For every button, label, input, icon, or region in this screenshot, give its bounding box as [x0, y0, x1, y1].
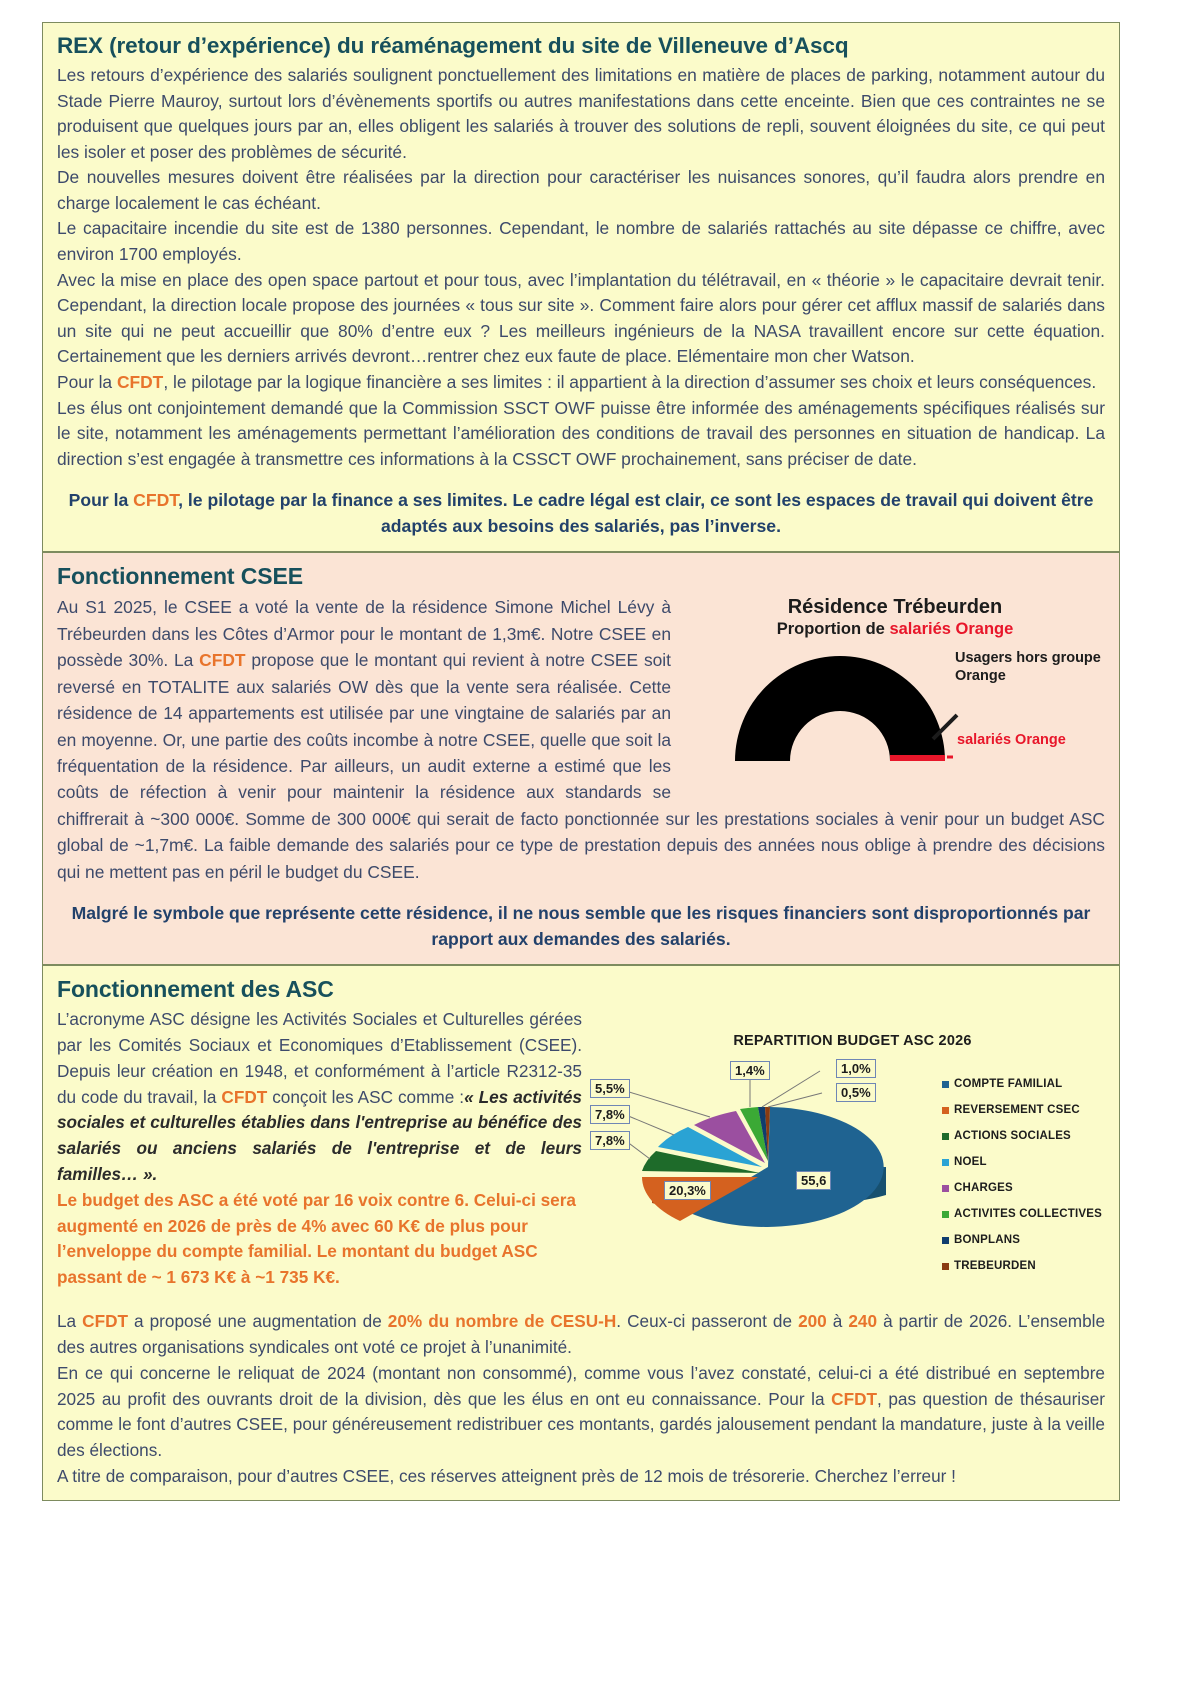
legend-label: NOEL — [954, 1156, 987, 1169]
pie-graphic — [590, 1049, 1115, 1299]
section-fonctionnement-asc — [42, 965, 1120, 1501]
section1-title: REX (retour d’expérience) du réaménagement du site de Villeneuve d’Ascq — [57, 33, 849, 58]
gauge-annotation-salaries: salariés Orange — [957, 732, 1066, 749]
legend-label: BONPLANS — [954, 1234, 1021, 1247]
s3p1-a: L’acronyme ASC désigne les Activités Sociales et Culturelles gérées par les Comités Sociaux et Economiques d’Etablissement (CSEE). Depuis leur création en 1948, et conformément à l’article R2312-35 du code du travail, la — [57, 1009, 582, 1107]
section2-highlight: Malgré le symbole que représente cette résidence, il ne nous semble que les risques financiers sont disproportionnés par rapport aux demandes des salariés. — [71, 903, 1091, 949]
leader-bonplans — [762, 1071, 820, 1107]
section1-paragraph-2: De nouvelles mesures doivent être réalisées par la direction pour caractériser les nuisances sonores, qu’il faudra alors prendre en charge localement le cas échéant. — [57, 167, 1105, 213]
legend-item — [942, 1227, 1117, 1253]
section3-orange-block: Le budget des ASC a été voté par 16 voix contre 6. Celui-ci sera augmenté en 2026 de près de 4% avec 60 K€ de plus pour l’enveloppe du compte familial. Le montant du budget ASC passant de ~ 1 673 K€ à ~1 735 K€. — [57, 1189, 576, 1288]
gauge-slice-salaries — [890, 755, 945, 761]
section3-paragraph-1 — [57, 1007, 582, 1188]
pie-chart — [582, 1007, 1115, 1299]
s2p1-a: Au S1 2025, le CSEE a voté la vente de la résidence Simone Michel Lévy à Trébeurden dans les Côtes d’Armor pour le montant de 1,3m€. Notre CSEE en possède 30%. La — [57, 597, 671, 671]
section3-title: Fonctionnement des ASC — [57, 976, 334, 1003]
legend-label: TREBEURDEN — [954, 1260, 1036, 1273]
legend-item — [942, 1123, 1117, 1149]
section2-title: Fonctionnement CSEE — [57, 563, 304, 590]
legend-item — [942, 1175, 1117, 1201]
pie-label-trebeurden: 0,5% — [836, 1083, 876, 1102]
document-page — [42, 22, 1120, 1501]
section1-paragraph-1: Les retours d’expérience des salariés soulignent ponctuellement des limitations en matière de places de parking, notamment autour du Stade Pierre Mauroy, surtout lors d’évènements sportifs ou autres manifestations dans cette enceinte. Bien que ces contraintes ne se produisent que quelques jours par an, elles obligent les salariés à trouver des solutions de repli, souvent éloignées du site, ce qui peut les isoler et poser des problèmes de sécurité. — [57, 65, 1105, 162]
s1p5-pre: Pour la — [57, 371, 117, 392]
gauge-annotation-usagers: Usagers hors groupe Orange — [955, 650, 1101, 685]
s3p2-h2: 200 — [798, 1311, 827, 1332]
cfdt-mention: CFDT — [133, 490, 179, 511]
s1hl-post: , le pilotage par la finance a ses limites. Le cadre légal est clair, ce sont les espaces de travail qui doivent être adaptés aux besoins des salariés, pas l’inverse. — [178, 490, 1094, 536]
legend-label: ACTIONS SOCIALES — [954, 1130, 1071, 1143]
cfdt-mention: CFDT — [82, 1311, 128, 1332]
gauge-slice-usagers — [735, 656, 945, 761]
s3p2-d: à — [826, 1311, 849, 1332]
section1-paragraph-3: Le capacitaire incendie du site est de 1380 personnes. Cependant, le nombre de salariés rattachés au site dépasse ce chiffre, avec environ 1700 employés. — [57, 218, 1105, 265]
legend-label: ACTIVITES COLLECTIVES — [954, 1208, 1102, 1221]
pie-legend — [942, 1071, 1117, 1279]
cfdt-mention: CFDT — [199, 650, 246, 671]
legend-swatch-icon — [942, 1263, 949, 1270]
section1-paragraph-6: Les élus ont conjointement demandé que la Commission SSCT OWF puisse être informée des aménagements spécifiques réalisés sur le site, notamment les aménagements permettant l’amélioration des conditions de travail des personnes en situation de handicap. La direction s’est engagée à transmettre ces informations à la CSSCT OWF prochainement, sans préciser de date. — [57, 397, 1105, 469]
leader-noel — [626, 1115, 674, 1135]
legend-swatch-icon — [942, 1133, 949, 1140]
s3p1-quote: « Les activités sociales et culturelles établies dans l'entreprise au bénéfice des salariés ou anciens salariés de l'entreprise et de leurs familles… ». — [57, 1086, 582, 1185]
pie-slices — [642, 1107, 884, 1227]
pie-label-noel: 7,8% — [590, 1105, 630, 1124]
legend-swatch-icon — [942, 1159, 949, 1166]
legend-swatch-icon — [942, 1185, 949, 1192]
section1-paragraph-4: Avec la mise en place des open space partout et pour tous, avec l’implantation du télétravail, en « théorie » le capacitaire devrait tenir. Cependant, la direction locale propose des journées « tous sur site ». Comment faire alors pour gérer cet afflux massif de salariés dans un site qui ne peut accueillir que 80% d’entre eux ? Les meilleurs ingénieurs de la NASA travaillent encore sur cette équation. Certainement que les derniers arrivés devront…rentrer chez eux faute de place. Elémentaire mon cher Watson. — [57, 269, 1105, 367]
gauge-sub-red: salariés Orange — [889, 620, 1014, 639]
s3p2-e: à partir de 2026. L’ensemble des autres organisations syndicales ont voté ce projet à l’unanimité. — [57, 1311, 1106, 1358]
pie-label-charges: 5,5% — [590, 1079, 630, 1098]
s1p5-post: , le pilotage par la logique financière a ses limites : il appartient à la direction d’assumer ses choix et leurs conséquences. — [163, 371, 1097, 392]
section-fonctionnement-csee — [42, 552, 1120, 965]
s1hl-pre: Pour la — [68, 490, 134, 511]
pie-label-activites-collectives: 1,4% — [730, 1061, 770, 1080]
gauge-graphic — [685, 643, 1105, 763]
section1-highlight — [57, 488, 1105, 539]
s3p2-c: . Ceux-ci passeront de — [616, 1311, 799, 1332]
s3p3-a: En ce qui concerne le reliquat de 2024 (montant non consommé), comme vous l’avez constaté, celui-ci a été distribué en septembre 2025 au profit des ouvrants droit de la division, dès que les élus en ont eu connaissance. Pour la — [57, 1362, 1105, 1409]
legend-item — [942, 1071, 1117, 1097]
s3p3-b: , pas question de thésauriser comme le font d’autres CSEE, pour généreusement redistribuer ces montants, gardés jalousement pendant la mandature, juste à la veille des élections. — [57, 1388, 1105, 1461]
cfdt-mention: CFDT — [116, 371, 164, 392]
section3-text-column — [57, 1007, 582, 1291]
section1-paragraph-5 — [57, 370, 1105, 396]
s3p2-h1: 20% du nombre de CESU-H — [387, 1311, 617, 1332]
section3-paragraph-4: A titre de comparaison, pour d’autres CSEE, ces réserves atteignent près de 12 mois de trésorerie. Cherchez l’erreur ! — [57, 1466, 956, 1487]
s3p2-b: a proposé une augmentation de — [127, 1311, 388, 1332]
s3p1-b: conçoit les ASC comme : — [267, 1086, 465, 1107]
cfdt-mention: CFDT — [831, 1388, 877, 1409]
legend-item — [942, 1253, 1117, 1279]
gauge-sub-pre: Proportion de — [776, 620, 890, 639]
pie-label-actions-sociales: 7,8% — [590, 1131, 630, 1150]
pie-label-reversement-csec: 20,3% — [664, 1181, 711, 1200]
legend-item — [942, 1201, 1117, 1227]
leader-trebeurden — [768, 1093, 822, 1107]
legend-swatch-icon — [942, 1081, 949, 1088]
s3p2-h3: 240 — [848, 1311, 878, 1332]
pie-svg — [590, 1049, 950, 1299]
gauge-chart — [685, 594, 1105, 784]
legend-swatch-icon — [942, 1211, 949, 1218]
legend-swatch-icon — [942, 1237, 949, 1244]
pie-chart-title: REPARTITION BUDGET ASC 2026 — [733, 1033, 972, 1050]
section-rex — [42, 22, 1120, 552]
leader-charges — [626, 1091, 710, 1117]
legend-label: COMPTE FAMILIAL — [954, 1078, 1063, 1091]
section3-paragraph-3 — [57, 1361, 1105, 1464]
gauge-chart-subtitle — [685, 620, 1105, 639]
gauge-chart-title: Résidence Trébeurden — [787, 596, 1003, 619]
legend-item — [942, 1097, 1117, 1123]
section3-paragraph-2 — [57, 1309, 1105, 1361]
pie-label-bonplans: 1,0% — [836, 1059, 876, 1078]
pie-label-compte-familial: 55,6 — [796, 1171, 831, 1190]
cfdt-mention: CFDT — [221, 1086, 268, 1107]
legend-item — [942, 1149, 1117, 1175]
legend-swatch-icon — [942, 1107, 949, 1114]
s2p1-b: propose que le montant qui revient à notre CSEE soit reversé en TOTALITE aux salariés OW dès que la vente sera réalisée. Cette résidence de 14 appartements est utilisée par une vingtaine de salariés par an en moyenne. Or, une partie des coûts incombe à notre CSEE, quelle que soit la fréquentation de la résidence. Par ailleurs, un audit externe a estimé que les coûts de réfection à venir pour maintenir la résidence aux standards se chiffrerait à ~300 000€. Somme de 300 000€ qui serait de facto ponctionnée sur les prestations sociales à venir pour un budget ASC global de ~1,7m€. La faible demande des salariés pour ce type de prestation depuis des années nous oblige à prendre des décisions qui ne mettent pas en péril le budget du CSEE. — [57, 650, 1105, 882]
s3p2-a: La — [57, 1311, 83, 1332]
legend-label: REVERSEMENT CSEC — [954, 1104, 1080, 1117]
legend-label: CHARGES — [954, 1182, 1013, 1195]
